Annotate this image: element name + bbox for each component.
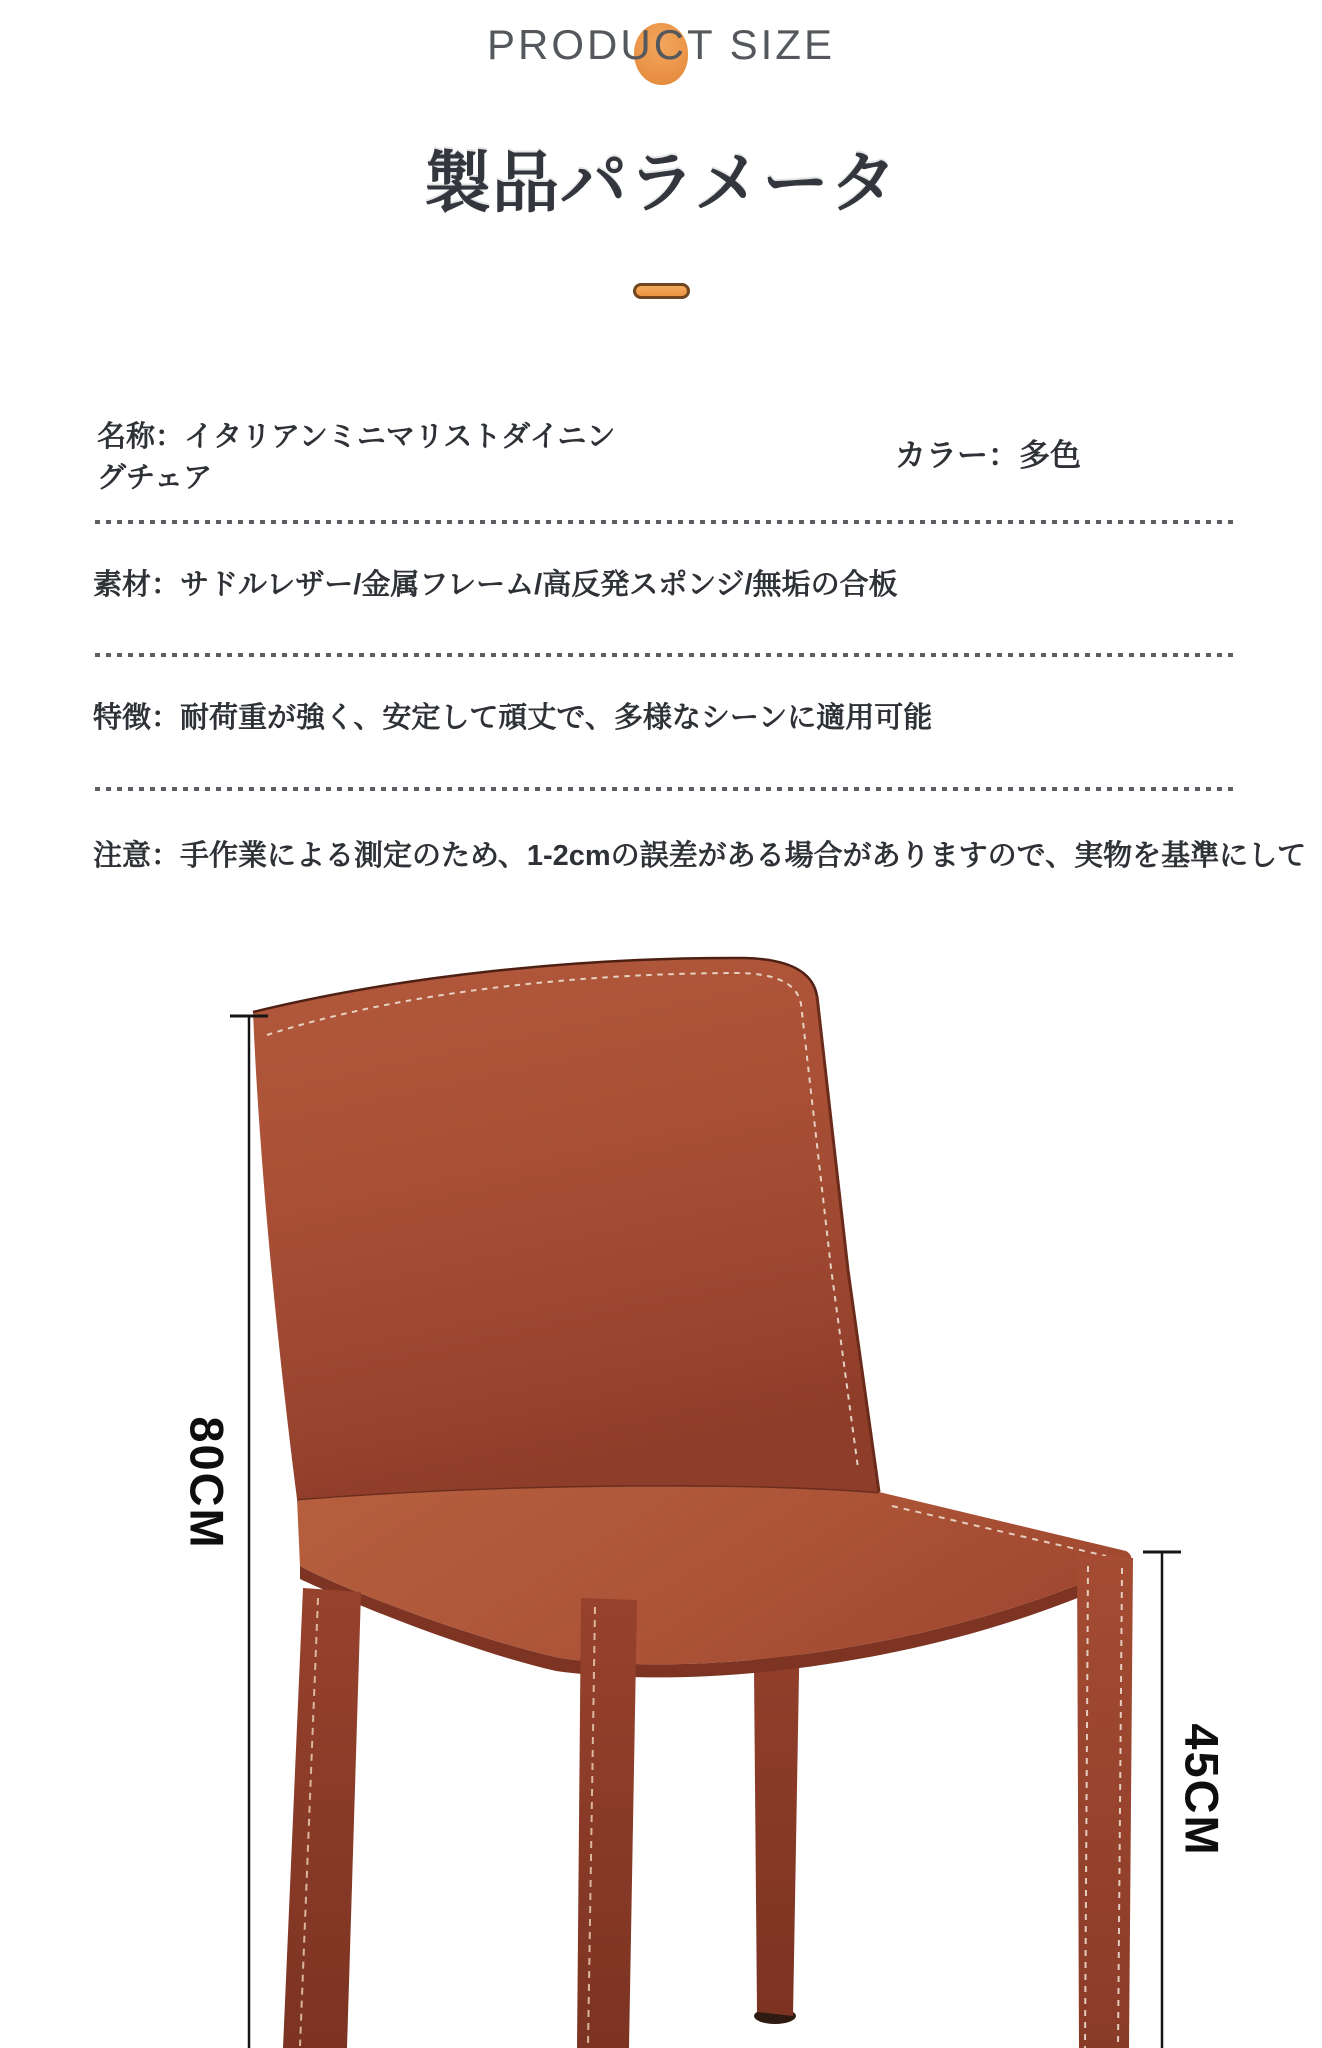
divider-dashed <box>95 653 1236 657</box>
spec-note: 注意：手作業による測定のため、1-2cmの誤差がある場合がありますので、実物を基準にして <box>93 840 1307 872</box>
chair-backrest <box>253 958 879 1499</box>
height-dimension <box>181 1016 269 2048</box>
spec-feature: 特徴：耐荷重が強く、安定して頑丈で、多様なシーンに適用可能 <box>93 702 933 734</box>
title-underline-dash <box>633 283 690 299</box>
page-title: 製品パラメータ <box>424 146 898 221</box>
header <box>0 10 1322 80</box>
eyebrow-text: PRODUCT SIZE <box>487 21 835 68</box>
height-label: 80CM <box>180 1416 234 1550</box>
chair-image <box>0 928 1322 2048</box>
seat-height-label: 45CM <box>1175 1723 1229 1857</box>
spec-color: カラー：多色 <box>895 438 1081 473</box>
chair-leg-front-left <box>283 1588 361 2048</box>
divider-dashed <box>95 787 1236 791</box>
spec-material: 素材：サドルレザー/金属フレーム/高反発スポンジ/無垢の合板 <box>93 569 898 601</box>
seat-height-dimension <box>1143 1552 1229 2048</box>
chair-leg-back-left <box>577 1598 637 2048</box>
divider-dashed <box>95 520 1236 524</box>
chair-leg-front-right <box>1077 1554 1133 2048</box>
chair-seat <box>297 1485 1131 1677</box>
spec-product-name: 名称：イタリアンミニマリストダイニングチェア <box>97 421 616 494</box>
